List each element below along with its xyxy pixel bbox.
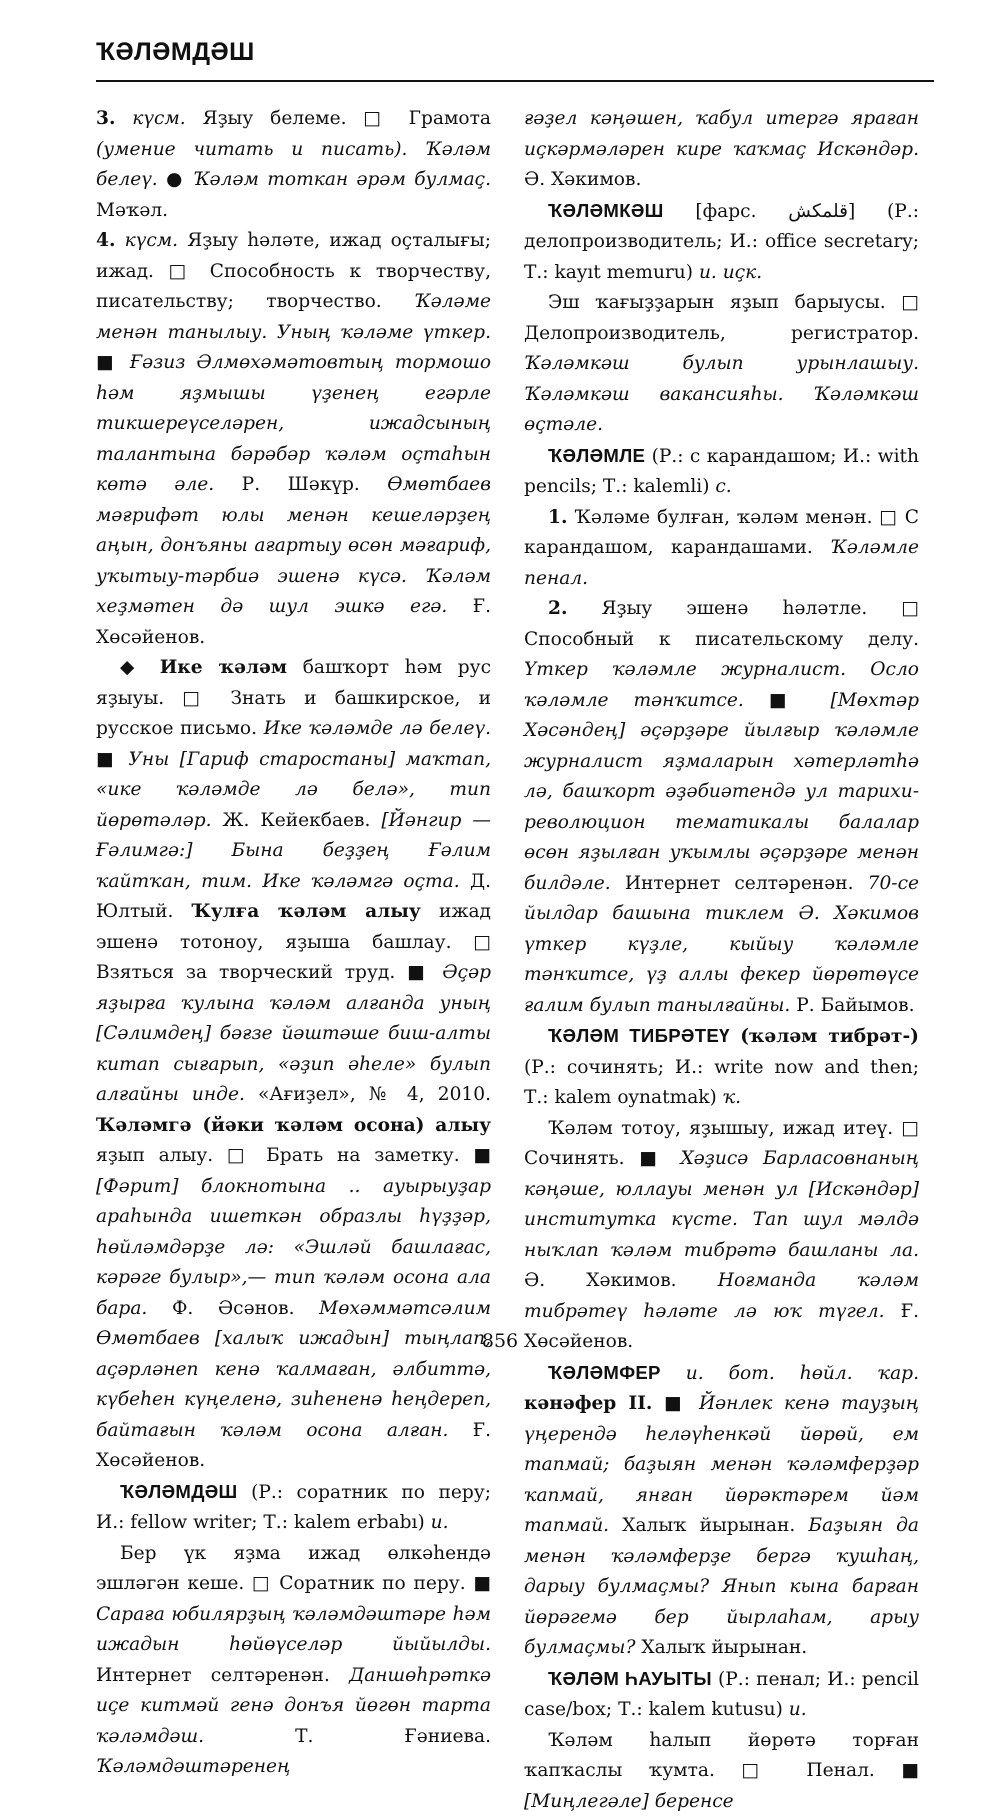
running-head: ҠӘЛӘМДӘШ: [96, 38, 255, 67]
entry-sense-4: 4. күсм. Яҙыу һәләте, ижад оҫталығы; ижад. □ Способность к творчеству, писательству; творчество. Ҡәләме менән танылыу. Уның ҡәләме үткер. ■ Ғәзиз Әлмөхәмәтовтың тормошо һәм яҙмышы үҙенең егәрле тикшереүселәрен, ижадсының талантына бәрәбәр ҡәләм оҫтаһын көтә әле. Р. Шәкүр. Өмөтбаев мәғрифәт юлы менән кешеләрҙең аңын, донъяны ағартыу өсөн мәғариф, уҡытыу-тәрбиә эшенә күсә. Ҡәләм хеҙмәтен дә шул эшкә егә. Ғ. Хөсәйенов.: [96, 226, 491, 653]
entry-kalam-hauyty-body: Ҡәләм һалып йөрөтә торған ҡапҡаслы ҡумта. □ Пенал. ■ [Миңлегәле] беренсе: [524, 1726, 919, 1817]
header-rule: [96, 80, 934, 82]
entry-sense-3: 3. күсм. Яҙыу белеме. □ Грамота (умение читать и писать). Ҡәләм белеү. ● Ҡәләм тоткан әрәм булмаҫ. Мәҡәл.: [96, 104, 491, 226]
entry-kalamkash-body: Эш ҡағыҙҙарын яҙып барыусы. □ Делопроизводитель, регистратор. Ҡәләмкәш булып урынлашыу. Ҡәләмкәш вакансияһы. Ҡәләмкәш өҫтәле.: [524, 288, 919, 441]
entry-kalamdash-head: ҠӘЛӘМДӘШ (Р.: соратник по перу; И.: fellow writer; Т.: kalem erbabı) и.: [96, 1477, 491, 1539]
entry-kalamkash-head: ҠӘЛӘМКӘШ [фарс. قلمكش] (Р.: делопроизводитель; И.: office secretary; Т.: kayıt memuru) и. иҫк.: [524, 196, 919, 289]
page-number: 856: [0, 1330, 1000, 1352]
entry-kalamdash-body: Бер үк яҙма ижад өлкәһендә эшләгән кеше. □ Соратник по перу. ■ Сарағa юбилярҙың ҡәләмдәштәре һәм ижадын һөйөүселәр йыйылды. Интернет селтәренән. Даншөһрәткә иҫе китмәй генә донъя йөгөн тарта ҡәләмдәш. Т. Ғәниева. Ҡәләмдәштәренең: [96, 1539, 491, 1783]
entry-kalam-tibrateu-body: Ҡәләм тотоу, яҙышыу, ижад итеү. □ Сочинять. ■ Хәҙисә Барласовнаның кәңәше, юллауы менән ул [Искәндәр] институтка күсте. Тап шул мәлдә ныҡлап ҡәләм тибрәтә башланы ла. Ә. Хәкимов. Ноғманда ҡәләм тибрәтеү һәләте лә юҡ түгел. Ғ. Хөсәйенов.: [524, 1114, 919, 1358]
entry-kalam-tibrateu-head: ҠӘЛӘМ ТИБРӘТЕҮ (ҡәләм тибрәт-) (Р.: сочинять; И.: write now and then; Т.: kalem oynatmak) ҡ.: [524, 1021, 919, 1114]
entry-kalamle-sense-1: 1. Ҡәләме булған, ҡәләм менән. □ С карандашом, карандашами. Ҡәләмле пенал.: [524, 503, 919, 595]
phraseology-block: ◆ Ике ҡәләм башҡорт һәм рус яҙыуы. □ Знать и башкирское, и русское письмо. Ике ҡәләмде лә белеү. ■ Уны [Гариф старостаны] маҡтап, «ике ҡәләмде лә белә», тип йөрөтәләр. Ж. Кейекбаев. [Йәнгир — Ғәлимгә:] Бына беҙҙең Ғәлим ҡайтҡан, тим. Ике ҡәләмгә оҫта. Д. Юлтый. Ҡулға ҡәләм алыу ижад эшенә тотоноу, яҙыша башлау. □ Взяться за творческий труд. ■ Әҫәр яҙырға ҡулына ҡәләм алғанда уның [Сәлимдең] бәғзе йәштәше биш-алты китап сығарып, «әҙип әһеле» булып алғайны инде. «Ағиҙел», № 4, 2010. Ҡәләмгә (йәки ҡәләм осона) алыу яҙып алыу. □ Брать на заметку. ■ [Фәрит] блокнотына .. ауырыуҙар араһында ишеткән образлы һүҙҙәр, һөйләмдәрҙе лә: «Эшләй башлағас, кәрәге булыр»,— тип ҡәләм осона ала бара. Ф. Әсәнов. Мөхәммәтсәлим Өмөтбаев [халыҡ ижадын] тыңлап, аҫәрләнеп кенә ҡалмаған, әлбиттә, күбеһен күңеленә, зиһененә һеңдереп, байтағын ҡәләм осона алған. Ғ. Хөсәйенов.: [96, 653, 491, 1477]
right-column: [524, 104, 919, 1817]
entry-kalamle-sense-2: 2. Яҙыу эшенә һәләтле. □ Способный к писательскому делу. Үткер ҡәләмле журналист. Осло ҡәләмле тәнҡитсе. ■ [Мөхтәр Хәсәндең] әҫәрҙәре йылғыр ҡәләмле журналист яҙмаларын хәтерләтһә лә, башҡорт әҙәбиәтендә ул тарихи-революцион тематикалы балалар өсөн яҙылған уҡымлы әҫәрҙәре менән билдәле. Интернет селтәренән. 70-се йылдар башына тиклем Ә. Хәкимов үткер күҙле, кыйыу ҡәләмле тәнҡитсе, үҙ аллы фекер йөрөтөүсе ғалим булып танылғайны. Р. Байымов.: [524, 594, 919, 1021]
entry-kalam-hauyty-head: ҠӘЛӘМ ҺАУЫТЫ (Р.: пенал; И.: pencil case/box; Т.: kalem kutusu) и.: [524, 1664, 919, 1726]
entry-kalamfer: ҠӘЛӘМФЕР и. бот. һөйл. ҡар. кәнәфер II. ■ Йәнлек кенә тауҙың үңерендә һеләүһенкәй йөрөй, ем тапмай; баҙыян менән ҡәләмферҙәр ҡапмай, янған йөрәктәрем йәм тапмай. Халыҡ йырынан. Баҙыян да менән ҡәләмферҙе бергә ҡушһаң, дарыу булмаҫмы? Янып кына барған йөрәгемә бер йырлаһам, арыу булмаҫмы? Халыҡ йырынан.: [524, 1358, 919, 1664]
continuation-text: ғәҙел кәңәшен, ҡабул итергә яраған иҫкәрмәләрен кире ҡаҡмаҫ Искәндәр. Ә. Хәкимов.: [524, 104, 919, 196]
left-column: [96, 104, 491, 1783]
entry-kalamle-head: ҠӘЛӘМЛЕ (Р.: с карандашом; И.: with pencils; Т.: kalemli) с.: [524, 441, 919, 503]
